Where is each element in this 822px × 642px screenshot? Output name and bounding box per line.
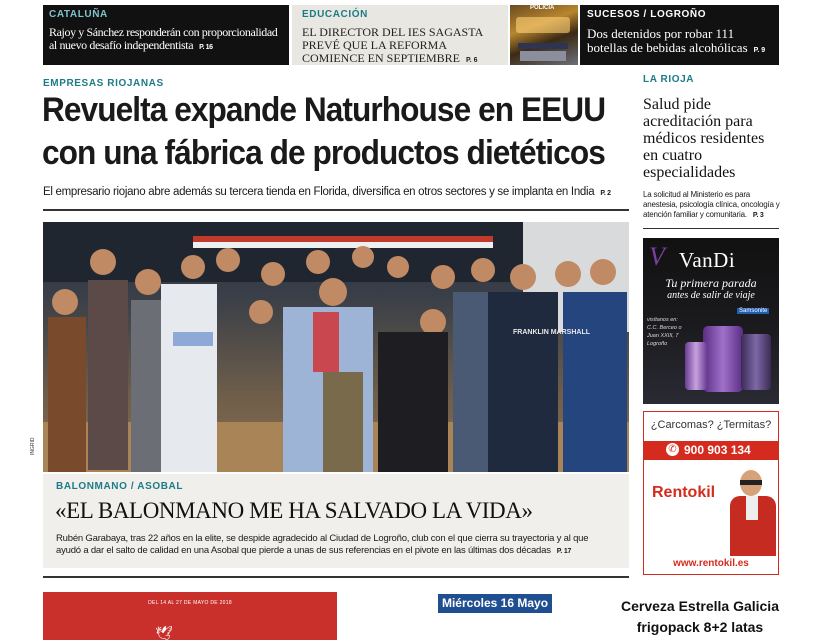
date-badge: Miércoles 16 Mayo — [438, 594, 552, 613]
right-section-label: LA RIOJA — [643, 74, 695, 85]
rentokil-brand: Rentokil — [652, 484, 716, 501]
teaser-text: EL DIRECTOR DEL IES SAGASTA PREVÉ QUE LA REFORMA COMIENCE EN SEPTIEMBRE P. 6 — [302, 25, 483, 65]
promo-line2: frigopack 8+2 latas — [636, 619, 764, 635]
suitcase-icon — [703, 326, 743, 392]
photo-credit: INGRID — [30, 437, 36, 455]
vandi-tagline1: Tu primera parada — [665, 276, 757, 290]
rentokil-phone: 900 903 134 — [684, 443, 751, 457]
main-section-label: EMPRESAS RIOJANAS — [43, 78, 164, 89]
main-divider — [43, 209, 629, 211]
sport-deck: Rubén Garabaya, tras 22 años en la elite, se despide agradecido al Ciudad de Logroño, club con el que cierra su trayectoria y al que ayudó a dar el salto de calidad en una Asobal que pierde a unas de sus referencias en el pivote en las últimas dos décadas P. 17 — [56, 533, 589, 556]
rentokil-phone-bar — [644, 441, 778, 460]
ad-rentokil[interactable] — [643, 411, 779, 575]
right-headline[interactable]: Salud pide acreditación para médicos residentes en cuatro especialidades — [643, 96, 765, 181]
teaser-section-label: EDUCACIÓN — [302, 9, 368, 20]
suitcase-icon — [685, 342, 707, 390]
team-photo[interactable] — [43, 222, 629, 472]
main-headline-line1[interactable]: Revuelta expande Naturhouse en EEUU — [42, 91, 606, 129]
vandi-logo-icon: V — [649, 242, 665, 271]
bird-icon: 🕊 — [155, 625, 173, 641]
suitcase-icon — [741, 334, 771, 390]
main-headline-line2[interactable]: con una fábrica de productos dietéticos — [42, 134, 605, 172]
bottom-ad-text: DEL 14 AL 27 DE MAYO DE 2018 — [148, 600, 232, 606]
teaser-sucesos[interactable] — [580, 5, 779, 65]
teaser-text: Dos detenidos por robar 111 botellas de bebidas alcohólicas P. 9 — [587, 26, 766, 55]
vandi-address: visítanos en: C.C. Berceo o Juan XXIII, 7 Logroño — [647, 317, 682, 347]
shirt-text: FRANKLIN MARSHALL — [513, 329, 590, 336]
rentokil-web[interactable]: www.rentokil.es — [673, 558, 749, 569]
teaser-text: Rajoy y Sánchez responderán con proporcionalidad al nuevo desafío independentista P. 16 — [49, 25, 278, 52]
promo-line1: Cerveza Estrella Galicia — [621, 598, 779, 614]
ad-vandi[interactable] — [643, 238, 779, 404]
teaser-educacion[interactable] — [292, 5, 508, 65]
teaser-section-label: CATALUÑA — [49, 9, 108, 20]
teaser-section-label: SUCESOS / LOGROÑO — [587, 9, 707, 20]
right-deck: La solicitud al Ministerio es para anestesia, psicología clínica, oncología y atención familiar y comunitaria. P. 3 — [643, 190, 780, 219]
sport-section-label: BALONMANO / ASOBAL — [56, 481, 184, 492]
vandi-partner: Samsonite — [739, 308, 768, 314]
teaser-cataluna[interactable] — [43, 5, 289, 65]
vandi-tagline2: antes de salir de viaje — [667, 290, 755, 301]
rentokil-person-illustration — [728, 470, 778, 556]
vandi-brand: VanDi — [679, 248, 736, 272]
bottom-ad[interactable] — [43, 592, 337, 640]
right-divider — [643, 228, 779, 229]
rentokil-question: ¿Carcomas? ¿Termitas? — [650, 419, 772, 431]
photo-caption-small: POLICÍA — [530, 5, 555, 11]
sport-divider — [43, 576, 629, 578]
teaser-photo — [510, 5, 578, 65]
phone-icon: ✆ — [666, 443, 679, 456]
main-deck: El empresario riojano abre además su tercera tienda en Florida, diversifica en otros sectores y se implanta en India P. 2 — [43, 186, 611, 198]
sport-headline[interactable]: «EL BALONMANO ME HA SALVADO LA VIDA» — [55, 498, 533, 523]
team-photo-illustration — [43, 222, 629, 472]
